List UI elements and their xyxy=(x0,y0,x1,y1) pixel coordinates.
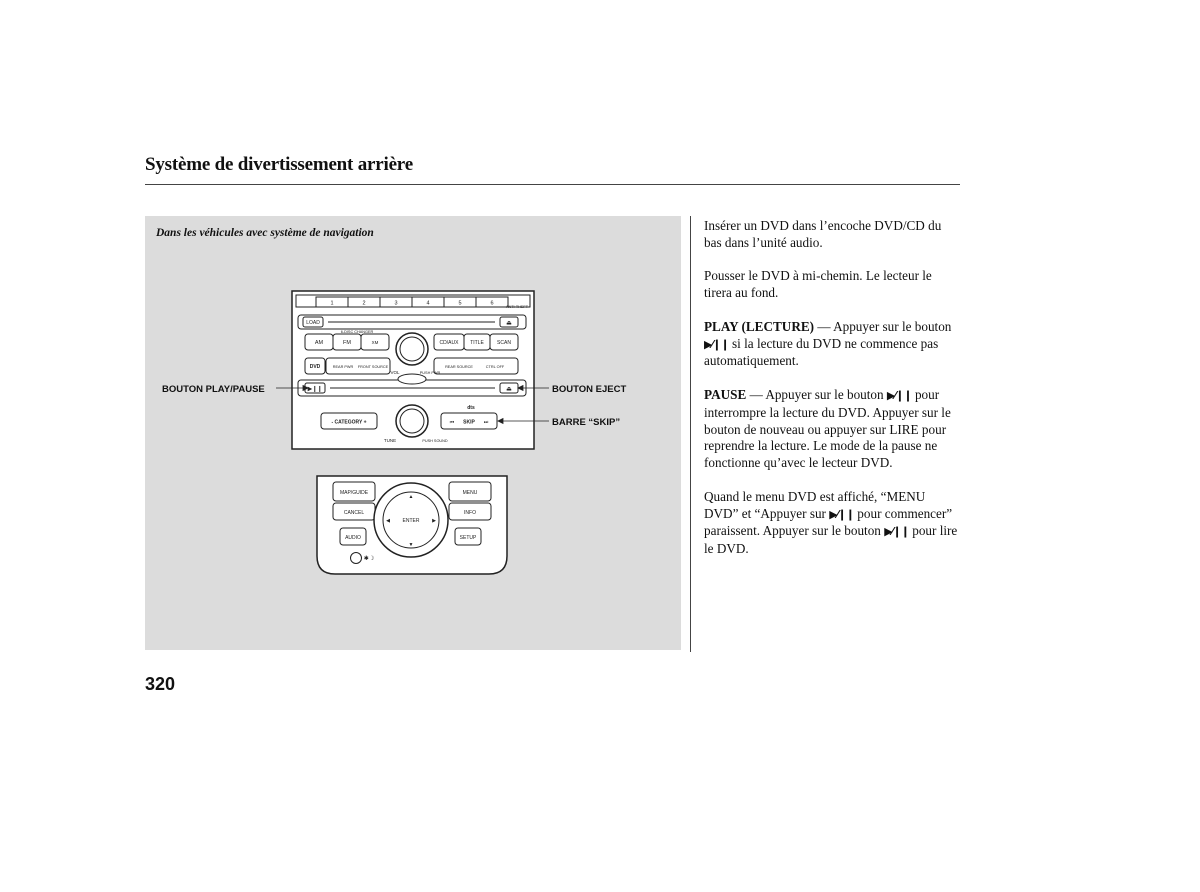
brightness-icon: ✱☽ xyxy=(363,556,375,562)
am-label: AM xyxy=(314,340,324,346)
preset-label: 2 xyxy=(362,300,366,307)
callout-skip: BARRE “SKIP” xyxy=(552,417,621,428)
push-sound-label: PUSH SOUND xyxy=(422,439,448,443)
rear-pwr-label: REAR PWR xyxy=(332,365,354,369)
play-pause-icon: ▶⁄❙❙ xyxy=(704,337,729,351)
front-source-label: FRONT SOURCE xyxy=(357,365,389,369)
preset-label: 4 xyxy=(426,300,430,307)
preset-label: 3 xyxy=(394,300,398,307)
cancel-label: CANCEL xyxy=(343,510,365,516)
arrow-left-icon: ◀ xyxy=(386,518,390,524)
enter-label: ENTER xyxy=(402,518,420,524)
cd-aux-label: CD/AUX xyxy=(439,340,459,346)
info-label: INFO xyxy=(464,510,476,516)
fm-label: FM xyxy=(343,340,351,346)
skip-back-icon: ⏮ xyxy=(449,419,455,426)
dvd-label: DVD xyxy=(309,364,321,370)
eject-icon: ⏏ xyxy=(506,320,512,327)
figure-panel xyxy=(145,216,681,650)
column-divider xyxy=(690,216,691,652)
callout-eject: BOUTON EJECT xyxy=(552,384,627,395)
preset-label: 5 xyxy=(458,300,462,307)
menu-label: MENU xyxy=(462,490,478,496)
paragraph-menu: Quand le menu DVD est affiché, “MENU DVD” et “Appuyer sur ▶⁄❙❙ pour commencer” paraissent. Appuyer sur le bouton ▶⁄❙❙ pour lire le DVD. xyxy=(704,488,958,557)
anti-theft-label: ANTI-THEFT xyxy=(505,305,529,309)
body-text xyxy=(704,218,960,575)
play-heading: PLAY (LECTURE) xyxy=(704,318,815,334)
title-rule xyxy=(145,184,960,185)
load-label: LOAD xyxy=(306,320,320,326)
ctrl-off-label: CTRL OFF xyxy=(485,365,505,369)
preset-label: 1 xyxy=(330,300,334,307)
setup-label: SETUP xyxy=(459,535,477,541)
play-pause-icon: ▶⁄❙❙ xyxy=(829,507,854,521)
audio-unit-diagram xyxy=(145,216,681,650)
paragraph-play: PLAY (LECTURE) — Appuyer sur le bouton ▶⁄❙❙ si la lecture du DVD ne commence pas automatiquement. xyxy=(704,318,952,369)
eject-icon: ⏏ xyxy=(506,386,512,393)
paragraph-insert: Insérer un DVD dans l’encoche DVD/CD du bas dans l’unité audio. xyxy=(704,218,942,250)
dts-logo: dts xyxy=(467,405,475,411)
play-pause-icon: ▶⁄❙❙ xyxy=(884,525,909,539)
play-pause-icon: ▶⁄❙❙ xyxy=(886,388,912,402)
paragraph-pause: PAUSE — Appuyer sur le bouton ▶⁄❙❙ pour interrompre la lecture du DVD. Appuyer sur le bouton de nouveau ou appuyer sur LIRE pour reprendre la lecture. Le mode de la pause ne fonctionne qu’avec le lecteur DVD. xyxy=(704,386,951,471)
arrow-up-icon: ▲ xyxy=(408,494,414,500)
skip-label: SKIP xyxy=(463,419,475,426)
title-label: TITLE xyxy=(470,340,484,346)
play-pause-icon: ▶❙❙ xyxy=(307,386,323,393)
push-pwr-label: PUSH PWR xyxy=(419,371,441,375)
arrow-right-icon: ▶ xyxy=(432,518,436,524)
skip-fwd-icon: ⏭ xyxy=(483,419,489,426)
xm-label: XM xyxy=(371,340,379,345)
figure-caption: Dans les véhicules avec système de navigation xyxy=(156,227,374,239)
category-label: - CATEGORY + xyxy=(331,419,367,426)
audio-unit xyxy=(292,291,534,449)
map-guide-label: MAP/GUIDE xyxy=(339,490,369,496)
section-title: Système de divertissement arrière xyxy=(145,154,413,175)
changer-label: 6-DISC CHANGER xyxy=(340,330,374,334)
audio-label: AUDIO xyxy=(345,535,361,541)
scan-label: SCAN xyxy=(497,340,511,346)
vol-label: VOL xyxy=(390,370,400,375)
rear-source-label: REAR SOURCE xyxy=(445,365,473,369)
pause-heading: PAUSE xyxy=(704,386,747,402)
tune-label: TUNE xyxy=(383,438,397,443)
arrow-down-icon: ▼ xyxy=(408,542,414,548)
page-number: 320 xyxy=(145,674,176,694)
preset-label: 6 xyxy=(490,300,494,307)
callout-play-pause: BOUTON PLAY/PAUSE xyxy=(162,384,265,395)
paragraph-push: Pousser le DVD à mi-chemin. Le lecteur le tirera au fond. xyxy=(704,268,932,301)
